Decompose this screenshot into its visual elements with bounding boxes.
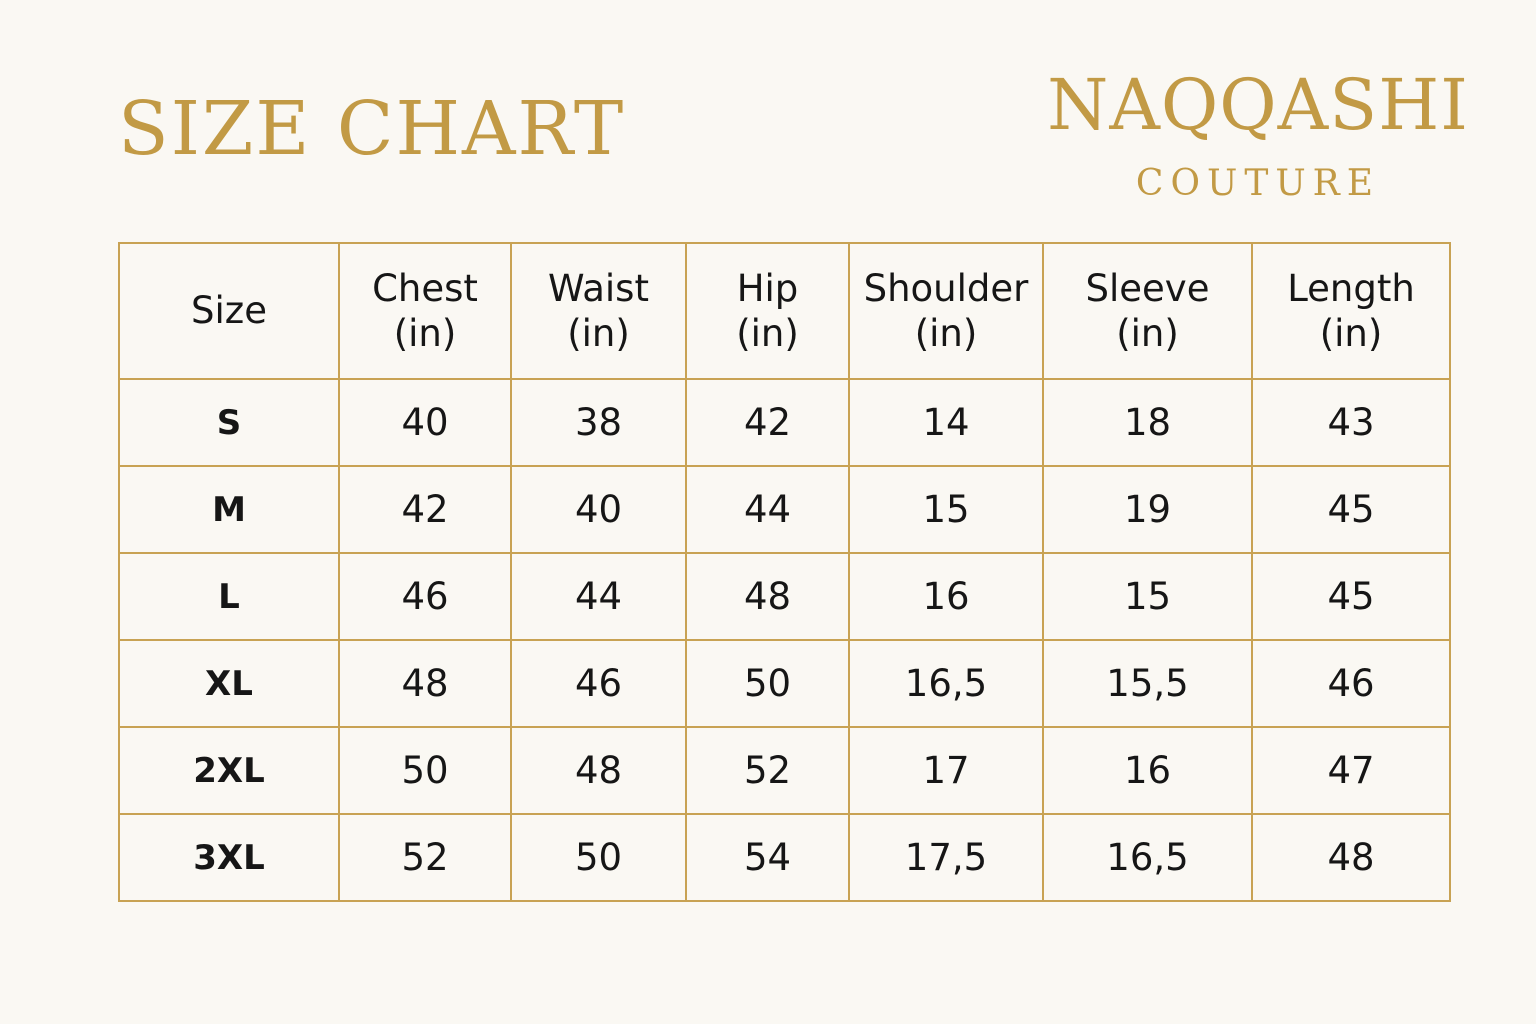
column-label: Waist	[548, 266, 649, 310]
table-row	[119, 727, 1450, 814]
hip-cell: 42	[686, 379, 849, 466]
waist-cell: 48	[511, 727, 686, 814]
waist-cell: 40	[511, 466, 686, 553]
size-cell: S	[119, 379, 339, 466]
sleeve-cell: 16,5	[1043, 814, 1252, 901]
sleeve-cell: 16	[1043, 727, 1252, 814]
column-label: Size	[191, 289, 267, 333]
page-title: SIZE CHART	[118, 86, 626, 172]
chest-cell: 52	[339, 814, 511, 901]
column-unit: (in)	[567, 312, 630, 355]
table-header-row	[119, 243, 1450, 379]
sleeve-cell: 18	[1043, 379, 1252, 466]
table-row	[119, 379, 1450, 466]
waist-cell: 38	[511, 379, 686, 466]
brand-logo	[1040, 64, 1476, 204]
shoulder-cell: 14	[849, 379, 1043, 466]
column-label: Hip	[736, 266, 799, 310]
length-cell: 46	[1252, 640, 1450, 727]
sleeve-cell: 15	[1043, 553, 1252, 640]
chest-cell: 48	[339, 640, 511, 727]
waist-cell: 46	[511, 640, 686, 727]
table-row	[119, 466, 1450, 553]
table-row	[119, 553, 1450, 640]
length-cell: 43	[1252, 379, 1450, 466]
column-header-hip	[686, 243, 849, 379]
shoulder-cell: 16,5	[849, 640, 1043, 727]
column-unit: (in)	[914, 312, 978, 355]
table-row	[119, 640, 1450, 727]
column-header-chest	[339, 243, 511, 379]
length-cell: 47	[1252, 727, 1450, 814]
column-header-waist	[511, 243, 686, 379]
waist-cell: 50	[511, 814, 686, 901]
chest-cell: 42	[339, 466, 511, 553]
size-cell: 3XL	[119, 814, 339, 901]
column-header-shoulder	[849, 243, 1043, 379]
hip-cell: 52	[686, 727, 849, 814]
size-table	[118, 242, 1451, 902]
column-header-size	[119, 243, 339, 379]
shoulder-cell: 17,5	[849, 814, 1043, 901]
length-cell: 45	[1252, 553, 1450, 640]
hip-cell: 50	[686, 640, 849, 727]
sleeve-cell: 15,5	[1043, 640, 1252, 727]
sleeve-cell: 19	[1043, 466, 1252, 553]
column-label: Chest	[372, 266, 478, 310]
column-unit: (in)	[393, 312, 457, 355]
column-unit: (in)	[1116, 312, 1179, 355]
chest-cell: 50	[339, 727, 511, 814]
size-cell: XL	[119, 640, 339, 727]
size-cell: L	[119, 553, 339, 640]
chest-cell: 40	[339, 379, 511, 466]
length-cell: 45	[1252, 466, 1450, 553]
hip-cell: 54	[686, 814, 849, 901]
size-cell: 2XL	[119, 727, 339, 814]
column-label: Sleeve	[1085, 266, 1210, 310]
brand-name: NAQQASHI	[1047, 64, 1469, 146]
brand-subtitle: COUTURE	[1135, 163, 1381, 204]
shoulder-cell: 15	[849, 466, 1043, 553]
shoulder-cell: 16	[849, 553, 1043, 640]
chest-cell: 46	[339, 553, 511, 640]
column-label: Shoulder	[863, 266, 1029, 310]
column-unit: (in)	[736, 312, 799, 355]
waist-cell: 44	[511, 553, 686, 640]
hip-cell: 48	[686, 553, 849, 640]
table-row	[119, 814, 1450, 901]
size-cell: M	[119, 466, 339, 553]
shoulder-cell: 17	[849, 727, 1043, 814]
column-header-length	[1252, 243, 1450, 379]
length-cell: 48	[1252, 814, 1450, 901]
column-unit: (in)	[1319, 312, 1383, 355]
column-label: Length	[1287, 266, 1415, 310]
hip-cell: 44	[686, 466, 849, 553]
column-header-sleeve	[1043, 243, 1252, 379]
